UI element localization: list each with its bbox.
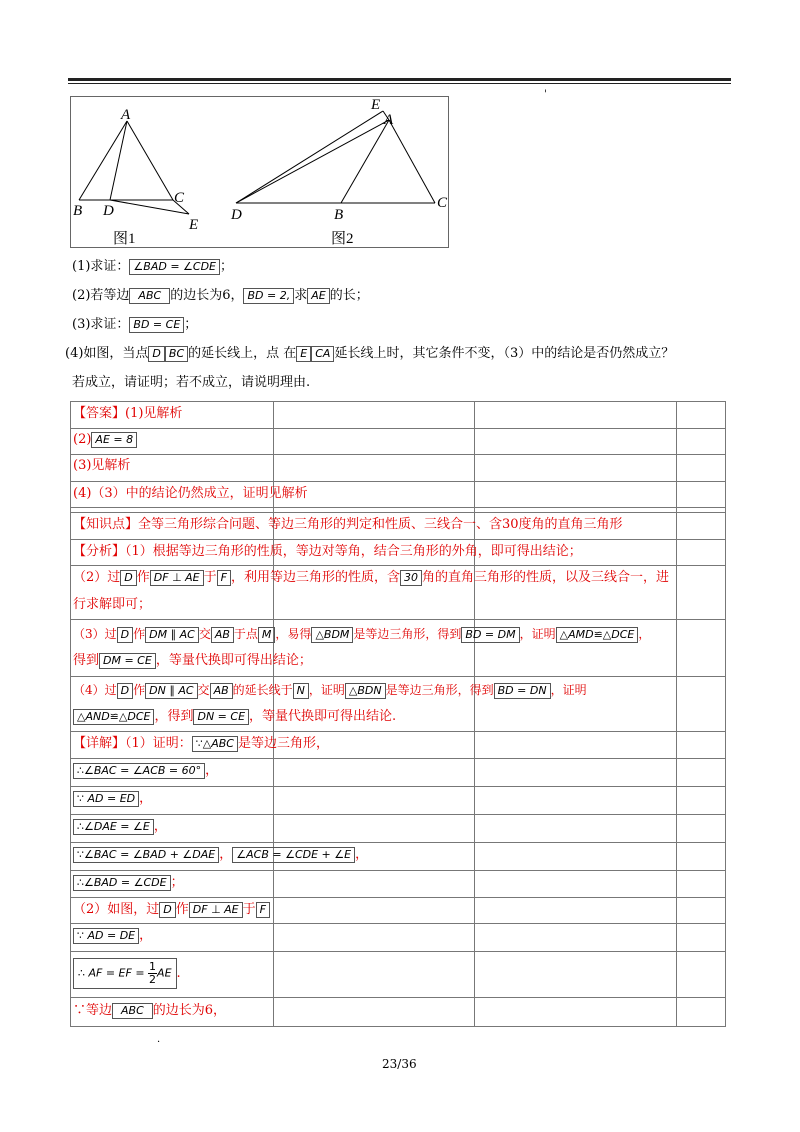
text-answer-row12-a: ，得到 (154, 709, 194, 724)
text-answer-row11-f: ，证明 (308, 683, 345, 697)
text-answer-row13-a: 【详解】（1）证明： (73, 736, 192, 751)
answer-row-22 (70, 998, 726, 1024)
text-answer-row16-b: ∴∠DAE = ∠E (73, 819, 154, 835)
text-answer-row9-b7: △AMD≌△DCE (556, 627, 639, 643)
question-3 (72, 316, 197, 334)
q4-math-ca: CA (311, 346, 334, 362)
text-answer-row9-b6: BD = DM (461, 627, 519, 643)
text-answer-row21-c: . (176, 966, 181, 981)
text-answer-row13-b: ∵△ABC (192, 736, 238, 752)
text-answer-row9-b3: AB (211, 627, 234, 643)
text-answer-row12-b2: DN = CE (193, 709, 249, 725)
text-answer-row12-b1: △AND≌△DCE (73, 709, 154, 725)
text-answer-row19-b3: F (256, 902, 270, 918)
text-answer-row17-d: ， (355, 847, 369, 862)
text-answer-row11-b1: D (117, 683, 133, 699)
text-answer-row21-b2: AE (157, 966, 172, 980)
text-answer-row7-b2: DF ⊥ AE (150, 570, 204, 586)
text-answer-row21-num: 1 (149, 960, 157, 973)
text-answer-row15-b: ∵ AD = ED (73, 791, 139, 807)
text-answer-row11-c: 作 (133, 683, 146, 697)
fig2-label-b: B (334, 207, 344, 223)
answer-row-2 (70, 427, 726, 453)
text-answer-row7-b1: D (120, 570, 136, 586)
q4-math-e: E (296, 346, 311, 362)
math-ae-8: AE = 8 (91, 432, 137, 448)
q2-mid2: 求 (294, 288, 308, 303)
text-answer-row11-b3: AB (210, 683, 233, 699)
text-answer-row17-b2: ∠ACB = ∠CDE + ∠E (232, 847, 355, 863)
text-answer-row11-a: （4）过 (73, 683, 117, 697)
text-answer-row9-c: 作 (133, 627, 146, 641)
answer-row-9 (70, 621, 726, 647)
text-answer-row19-d: 于 (242, 902, 256, 917)
text-answer-row12-c: ，等量代换即可得出结论. (249, 709, 397, 724)
q2-math-ae: AE (307, 288, 329, 304)
fig2-caption: 图2 (331, 231, 354, 247)
footer-dot: · (157, 1037, 161, 1048)
text-answer-row19-a: （2）如图，过 (73, 902, 160, 917)
q4-text2: 的延长线上，点 在 (188, 346, 297, 361)
fig2-label-c: C (437, 195, 448, 211)
text-answer-row17-b1: ∵∠BAC = ∠BAD + ∠DAE (73, 847, 219, 863)
text-answer-row9-e: 于点 (233, 627, 258, 641)
fig1-label-b: B (73, 203, 83, 219)
answer-row-3: (3)见解析 (73, 458, 131, 473)
q1-end: ； (220, 259, 234, 274)
answer-table (70, 401, 726, 1027)
q2-end: 的长； (329, 288, 369, 303)
answer-row-5: 【知识点】全等三角形综合问题、等边三角形的判定和性质、三线合一、含30度角的直角三角形 (73, 517, 623, 532)
text-answer-row22-b: ABC (112, 1003, 153, 1019)
q2-text: (2)若等边 (72, 288, 130, 303)
text-answer-row11-e: 的延长线于 (232, 683, 293, 697)
q1-math: ∠BAD = ∠CDE (129, 259, 220, 275)
answer-row-10 (70, 648, 726, 674)
q4-text1: (4)如图，当点 (65, 346, 149, 361)
question-4 (65, 345, 674, 363)
q3-text: (3)求证： (72, 317, 130, 332)
text-answer-row15-c: ， (139, 791, 153, 806)
text-answer-row9-h: ，证明 (519, 627, 556, 641)
q4-math-bc: BC (165, 346, 188, 362)
answer-row-20 (70, 923, 726, 949)
answer-row-1: 【答案】(1)见解析 (73, 406, 183, 421)
text-answer-row9-b5: △BDM (311, 627, 353, 643)
question-4-line2: 若成立，请证明；若不成立，请说明理由. (72, 375, 311, 390)
text-answer-row19-b2: DF ⊥ AE (189, 902, 243, 918)
text-answer-row9-b2: DM ∥ AC (145, 627, 199, 643)
answer-row-21 (70, 955, 726, 993)
text-answer-row7-e: ，利用等边三角形的性质，含 (230, 570, 400, 585)
figure-diagram (71, 97, 448, 247)
fig1-label-e: E (189, 217, 199, 233)
page-number: 23/36 (382, 1057, 417, 1071)
text-answer-row21-den: 2 (149, 973, 157, 986)
figure-1-lines (79, 121, 189, 214)
text-answer-row9-a: （3）过 (73, 627, 117, 641)
text-answer-row9-i: ， (638, 627, 651, 641)
text-answer-row11-b4: N (293, 683, 309, 699)
q2-math-abc: ABC (129, 288, 170, 304)
fig1-label-d: D (103, 203, 114, 219)
text-answer-row7-a: （2）过 (73, 570, 121, 585)
header-rule-thin (68, 83, 731, 84)
answer-row-6: 【分析】（1）根据等边三角形的性质，等边对等角，结合三角形的外角，即可得出结论； (73, 544, 582, 559)
text-answer-row20-c: ， (139, 928, 153, 943)
q3-end: ； (184, 317, 198, 332)
fig1-caption: 图1 (113, 231, 136, 247)
q2-math-bd: BD = 2, (243, 288, 294, 304)
text-answer-row9-g: 是等边三角形，得到 (353, 627, 462, 641)
text-answer-row14-b: ∴∠BAC = ∠ACB = 60° (73, 763, 205, 779)
q1-text: (1)求证： (72, 259, 130, 274)
answer-row-11 (70, 677, 726, 703)
answer-row-18 (70, 870, 726, 896)
text-answer-row9-b1: D (117, 627, 133, 643)
text-answer-row21-b1: ∴ AF = EF = (78, 966, 149, 980)
text-answer-row11-h: ，证明 (550, 683, 587, 697)
q2-mid: 的边长为6， (170, 288, 244, 303)
fig2-label-d: D (231, 207, 242, 223)
answer-row-14 (70, 758, 726, 784)
answer-row-19 (70, 897, 726, 923)
text-answer-row7-b4: 30 (400, 570, 422, 586)
text-answer-row22-c: 的边长为6， (152, 1003, 227, 1018)
answer-row-13 (70, 731, 726, 757)
text-answer-row2-prefix: (2) (73, 432, 92, 447)
text-answer-row22-a: ∵等边 (73, 1003, 113, 1018)
answer-row-4: (4)（3）中的结论仍然成立，证明见解析 (73, 486, 308, 501)
question-2 (72, 287, 369, 305)
figure-box (70, 96, 449, 248)
fig1-label-c: C (174, 190, 185, 206)
text-answer-row9-b4: M (258, 627, 276, 643)
answer-row-15 (70, 786, 726, 812)
text-answer-row14-c: ， (205, 763, 219, 778)
header-mark: ' (544, 89, 547, 100)
text-answer-row20-b: ∵ AD = DE (73, 928, 139, 944)
answer-row-7 (70, 565, 726, 591)
q3-math: BD = CE (129, 317, 184, 333)
text-answer-row18-c: ； (170, 875, 184, 890)
text-answer-row11-g: 是等边三角形，得到 (385, 683, 494, 697)
answer-row-8: 行求解即可； (73, 597, 152, 612)
text-answer-row10-c: ，等量代换即可得出结论； (155, 653, 312, 668)
text-answer-row9-f: ，易得 (275, 627, 312, 641)
text-answer-row16-c: ， (153, 819, 167, 834)
figure-2-lines (236, 111, 435, 203)
fig2-label-e: E (371, 97, 381, 113)
q4-math-d: D (148, 346, 164, 362)
text-answer-row7-f: 角的直角三角形的性质，以及三线合一，进 (422, 570, 670, 585)
fig2-label-a: A (384, 112, 394, 128)
text-answer-row11-d: 交 (197, 683, 210, 697)
text-answer-row19-b1: D (159, 902, 175, 918)
q4-text3: 延长线上时，其它条件不变，（3）中的结论是否仍然成立？ (334, 346, 675, 361)
text-answer-row7-b3: F (217, 570, 231, 586)
text-answer-row9-d: 交 (198, 627, 211, 641)
text-answer-row10-b: DM = CE (99, 653, 156, 669)
text-answer-row13-c: 是等边三角形， (238, 736, 330, 751)
answer-row-17 (70, 842, 726, 868)
text-answer-row11-b6: BD = DN (494, 683, 551, 699)
text-answer-row7-d: 于 (203, 570, 217, 585)
text-answer-row11-b5: △BDN (345, 683, 386, 699)
text-answer-row11-b2: DN ∥ AC (145, 683, 197, 699)
text-answer-row17-c: ， (219, 847, 233, 862)
answer-row-12 (70, 704, 726, 730)
question-1 (72, 258, 233, 276)
text-answer-row10-a: 得到 (73, 653, 100, 668)
text-answer-row18-b: ∴∠BAD = ∠CDE (73, 875, 171, 891)
answer-row-16 (70, 814, 726, 840)
fig1-label-a: A (121, 107, 131, 123)
text-answer-row19-c: 作 (175, 902, 189, 917)
header-rule-thick (68, 78, 731, 81)
text-answer-row7-c: 作 (136, 570, 150, 585)
